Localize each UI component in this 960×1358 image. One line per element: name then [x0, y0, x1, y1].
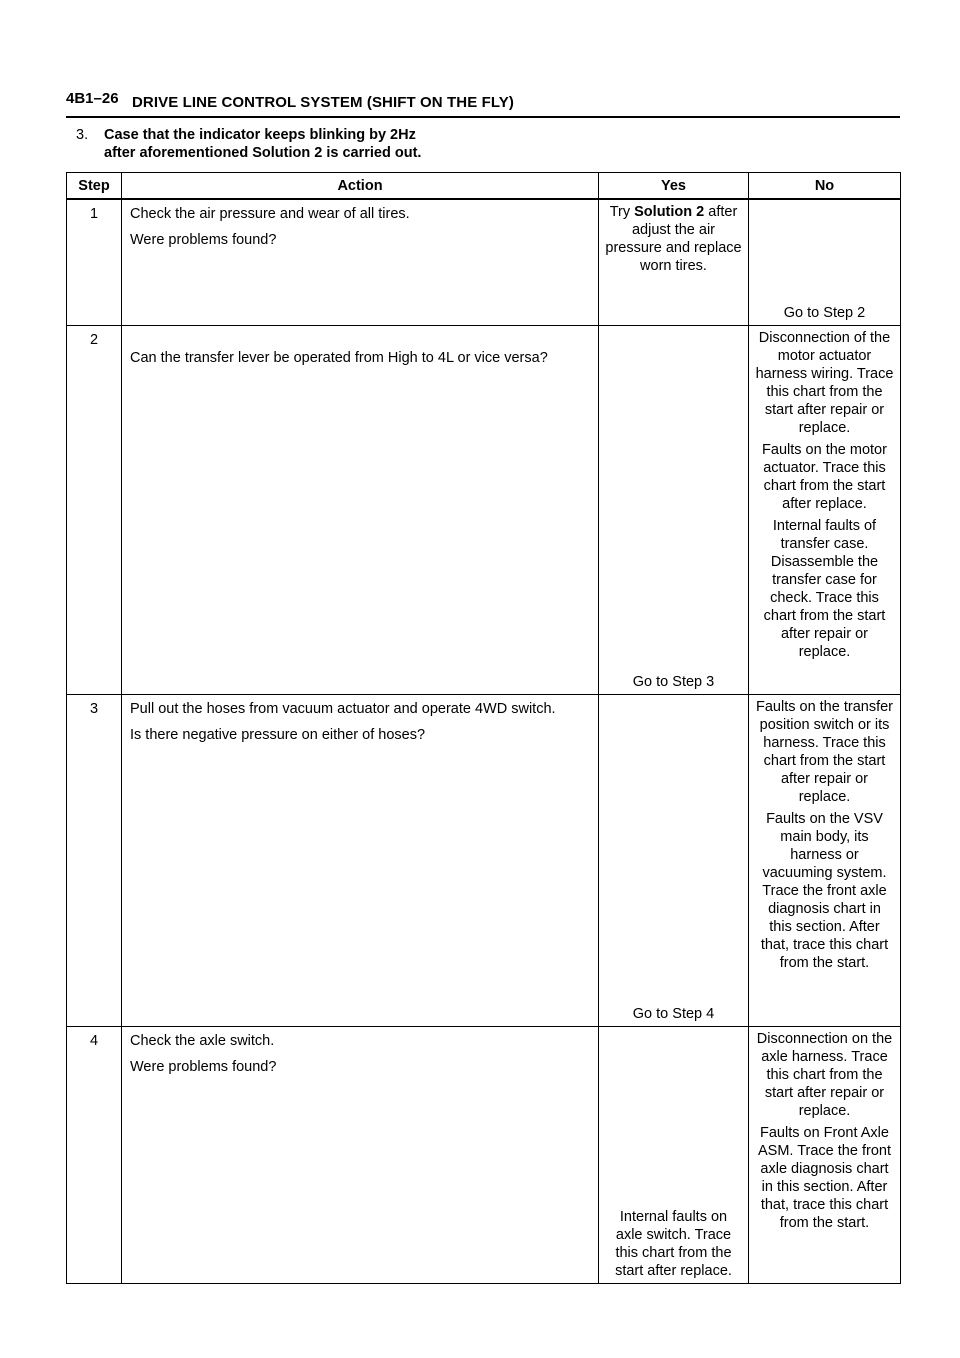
header-action: Action — [122, 173, 599, 200]
action-question: Is there negative pressure on either of hoses? — [130, 726, 426, 743]
no-text: Faults on Front Axle ASM. Trace the front axle diagnosis chart in this section. After that, trace this chart from the start. — [758, 1124, 891, 1231]
yes-cell — [599, 199, 749, 325]
action-question: Were problems found? — [130, 1058, 277, 1075]
action-text: Check the air pressure and wear of all tires. — [130, 206, 410, 222]
action-cell — [122, 325, 599, 694]
no-text: Go to Step 2 — [783, 304, 866, 321]
no-text: Disconnection of the motor actuator harness wiring. Trace this chart from the start after repair or replace. — [755, 329, 894, 436]
no-text: Faults on the VSV main body, its harness or vacuuming system. Trace the front axle diagnosis chart in this section. After that, trace this chart from the start. — [760, 810, 889, 971]
page-header — [66, 90, 900, 118]
step-cell: 2 — [67, 325, 122, 694]
no-text: Faults on the transfer position switch or its harness. Trace this chart from the start after repair or replace. — [755, 698, 893, 805]
section-title: DRIVE LINE CONTROL SYSTEM (SHIFT ON THE FLY) — [132, 94, 514, 111]
action-text: Check the axle switch. — [130, 1032, 275, 1049]
header-no: No — [749, 173, 901, 200]
action-cell — [122, 199, 599, 325]
no-cell — [749, 199, 901, 325]
yes-solution-ref: Solution 2 — [634, 204, 705, 220]
yes-text: after adjust the air pressure and replace worn tires. — [605, 204, 742, 274]
no-cell — [749, 1026, 901, 1283]
header-step: Step — [67, 173, 122, 200]
case-number: 3. — [76, 127, 89, 143]
table-row — [67, 1026, 901, 1283]
no-text: Internal faults of transfer case. Disassemble the transfer case for check. Trace this chart from the start after repair or replace. — [763, 517, 886, 660]
case-title-line2: after aforementioned Solution 2 is carried out. — [104, 145, 422, 161]
action-text: Pull out the hoses from vacuum actuator and operate 4WD switch. — [130, 700, 556, 717]
step-cell: 1 — [67, 199, 122, 325]
action-question: Were problems found? — [130, 232, 277, 248]
header-yes: Yes — [599, 173, 749, 200]
yes-prefix: Try — [609, 204, 631, 220]
no-cell — [749, 325, 901, 694]
action-cell — [122, 694, 599, 1026]
case-title — [104, 126, 421, 162]
yes-cell: Internal faults on axle switch. Trace this chart from the start after replace. — [599, 1026, 749, 1283]
case-title-line1: Case that the indicator keeps blinking by 2Hz — [104, 127, 416, 143]
action-cell — [122, 1026, 599, 1283]
page-number: 4B1–26 — [66, 90, 119, 107]
no-text: Faults on the motor actuator. Trace this chart from the start after replace. — [762, 441, 887, 512]
no-text: Disconnection on the axle harness. Trace this chart from the start after repair or replace. — [756, 1030, 893, 1119]
action-question: Can the transfer lever be operated from High to 4L or vice versa? — [130, 349, 548, 366]
step-cell: 3 — [67, 694, 122, 1026]
table-row — [67, 325, 901, 694]
table-row — [67, 199, 901, 325]
yes-cell: Go to Step 4 — [599, 694, 749, 1026]
table-row — [67, 694, 901, 1026]
step-cell: 4 — [67, 1026, 122, 1283]
table-header-row — [67, 173, 901, 200]
yes-cell: Go to Step 3 — [599, 325, 749, 694]
diagnosis-table — [66, 172, 901, 1284]
no-cell — [749, 694, 901, 1026]
